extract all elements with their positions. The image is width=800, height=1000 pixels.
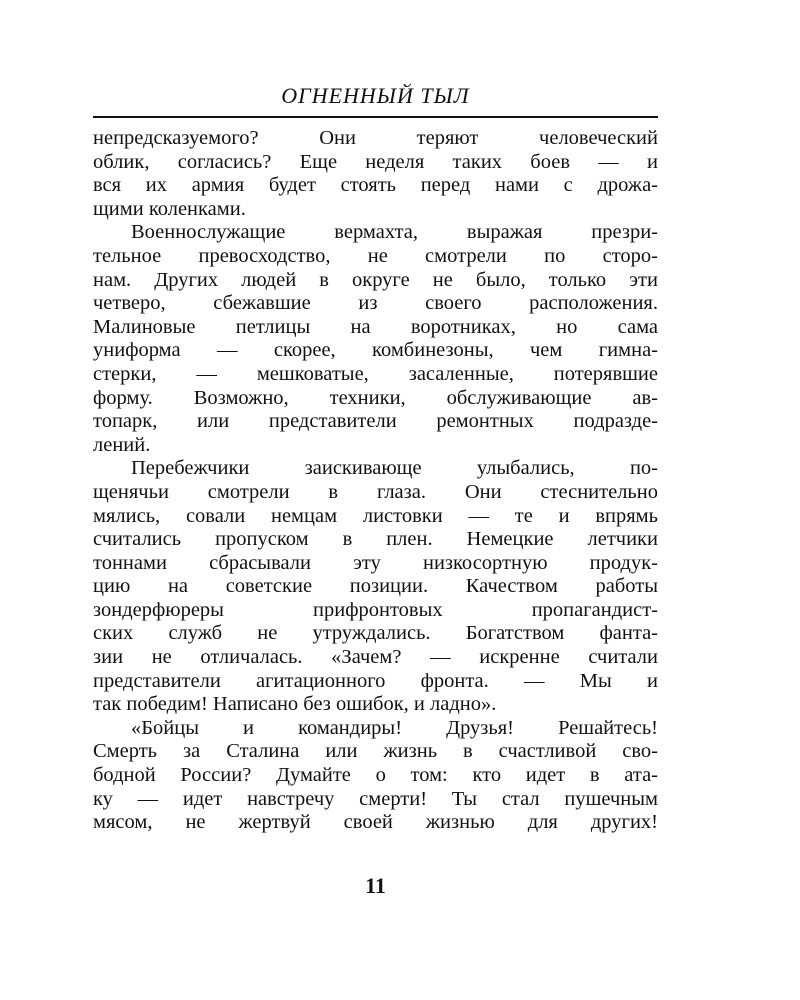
text-line: щими коленками. (93, 197, 246, 220)
text-line: бодной России? Думайте о том: кто идет в ата- (93, 764, 658, 787)
text-line: цию на советские позиции. Качеством работы (93, 575, 658, 598)
text-line: форму. Возможно, техники, обслуживающие ав- (93, 386, 658, 409)
text-line: униформа — скорее, комбинезоны, чем гимна- (93, 339, 658, 362)
text-line: зии не отличалась. «Зачем? — искренне считали (93, 646, 658, 669)
text-line: ку — идет навстречу смерти! Ты стал пушечным (93, 787, 658, 810)
text-line: облик, согласись? Еще неделя таких боев — и (93, 150, 658, 173)
text-line: считались пропуском в плен. Немецкие летчики (93, 528, 658, 551)
text-line: нам. Других людей в округе не было, только эти (93, 268, 658, 291)
page-number: 11 (365, 873, 386, 898)
text-line: лений. (93, 433, 151, 456)
text-line: Малиновые петлицы на воротниках, но сама (93, 315, 658, 338)
header-rule (93, 116, 658, 118)
text-line: мясом, не жертвуй своей жизнью для других! (93, 811, 658, 834)
text-line: топарк, или представители ремонтных подразде- (93, 410, 658, 433)
text-line: Военнослужащие вермахта, выражая презри- (131, 221, 658, 244)
text-line: ских служб не утруждались. Богатством фанта- (93, 622, 658, 645)
text-line: мялись, совали немцам листовки — те и впрямь (93, 504, 658, 527)
text-line: стерки, — мешковатые, засаленные, потерявшие (93, 362, 658, 385)
body-text (93, 127, 658, 835)
text-line: четверо, сбежавшие из своего расположения. (93, 292, 658, 315)
running-head: ОГНЕННЫЙ ТЫЛ (281, 83, 470, 108)
text-line: «Бойцы и командиры! Друзья! Решайтесь! (131, 716, 658, 739)
text-line: так победим! Написано без ошибок, и ладно». (93, 693, 497, 716)
text-line: представители агитационного фронта. — Мы и (93, 669, 658, 692)
text-line: зондерфюреры прифронтовых пропагандист- (93, 598, 658, 621)
text-line: непредсказуемого? Они теряют человеческий (93, 127, 658, 149)
text-line: Смерть за Сталина или жизнь в счастливой сво- (93, 740, 658, 763)
text-line: щенячьи смотрели в глаза. Они стеснительно (93, 480, 658, 503)
text-line: тельное превосходство, не смотрели по сторо- (93, 244, 658, 267)
text-line: тоннами сбрасывали эту низкосортную продук- (93, 551, 658, 574)
text-line: вся их армия будет стоять перед нами с дрожа- (93, 174, 658, 197)
text-line: Перебежчики заискивающе улыбались, по- (131, 457, 658, 480)
